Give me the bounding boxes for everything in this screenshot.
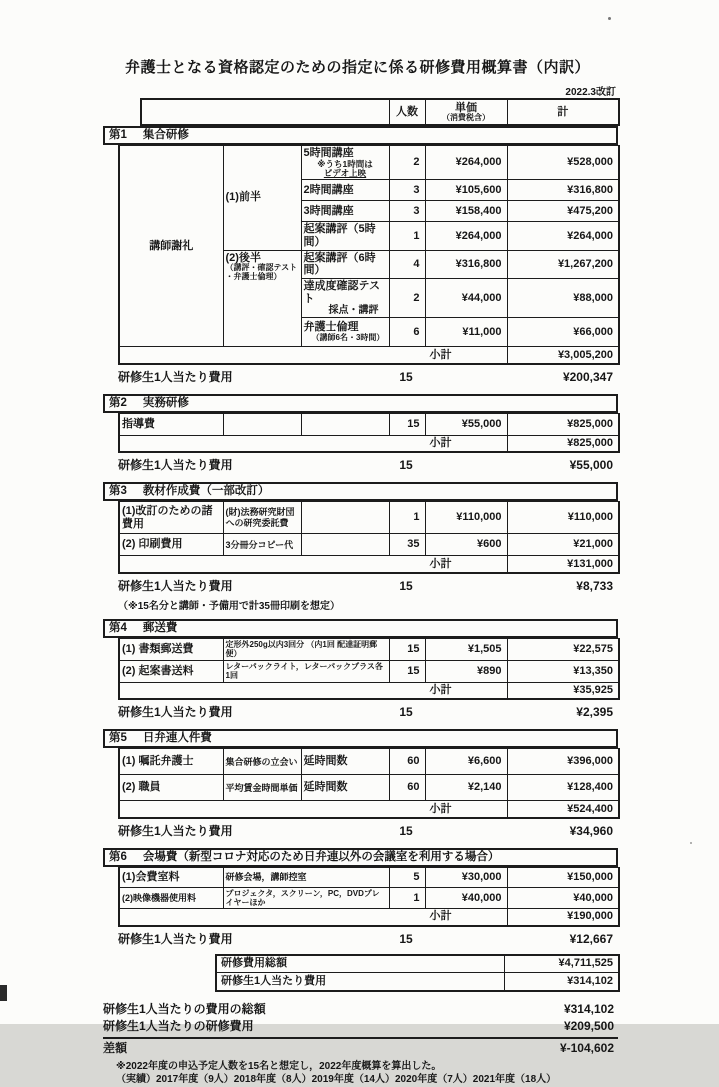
unit-price: ¥105,600 <box>425 180 507 201</box>
section-3-note: （※15名分と講師・予備用で計35冊印刷を想定） <box>118 600 340 612</box>
item-name: (1) 書類郵送費 <box>119 638 223 660</box>
per-trainee-amount: ¥8,733 <box>576 578 613 593</box>
table-row <box>216 973 619 991</box>
table-row <box>119 638 619 660</box>
per-trainee-row <box>118 930 618 949</box>
second-half-cell <box>223 250 301 347</box>
unit-price: ¥890 <box>425 660 507 682</box>
row-total: ¥110,000 <box>507 502 619 534</box>
per-trainee-label: 研修生1人当たり費用 <box>118 823 233 838</box>
people-count: 3 <box>389 201 425 222</box>
revision-date: 2022.3改訂 <box>565 87 616 98</box>
unit-price: ¥316,800 <box>425 250 507 278</box>
people-count: 6 <box>389 318 425 347</box>
course-note: ※うち1時間は <box>317 158 373 169</box>
table-row <box>119 749 619 775</box>
section-title: 会場費（新型コロナ対応のため日弁連以外の会議室を利用する場合） <box>142 850 500 863</box>
subtotal-amount: ¥35,925 <box>507 682 619 699</box>
unit-price: ¥264,000 <box>425 146 507 180</box>
per-trainee-count: 15 <box>399 705 413 720</box>
first-half-cell: (1)前半 <box>223 146 301 251</box>
table-row <box>216 955 619 973</box>
item-description: (財)法務研究財団への研究委託費 <box>223 502 301 534</box>
per-trainee-row <box>118 577 618 596</box>
item-name: 指導費 <box>119 413 223 435</box>
section-title: 郵送費 <box>142 621 178 634</box>
empty-cell <box>141 99 389 125</box>
course-note: ビデオ上映 <box>323 167 367 178</box>
per-trainee-label: 研修生1人当たり費用 <box>118 369 233 384</box>
grand-per-trainee-amount: ¥314,102 <box>504 973 619 991</box>
subtotal-amount: ¥3,005,200 <box>507 347 619 364</box>
unit-price: ¥44,000 <box>425 278 507 317</box>
empty-cell <box>301 413 389 435</box>
item-sublabel: （講師6名・3時間） <box>311 333 385 343</box>
unit-price: ¥55,000 <box>425 413 507 435</box>
unit-price: ¥264,000 <box>425 222 507 250</box>
section-number: 第5 <box>109 732 127 745</box>
subtotal-amount: ¥524,400 <box>507 801 619 818</box>
subtotal-row <box>119 801 619 818</box>
item-description: プロジェクタ，スクリーン，PC，DVDプレイヤーほか <box>223 887 389 908</box>
document-content <box>103 56 618 1087</box>
col-header-total: 計 <box>507 99 619 125</box>
grand-total-amount: ¥4,711,525 <box>504 955 619 973</box>
row-total: ¥13,350 <box>507 660 619 682</box>
total-per-trainee-cost-value: ¥314,102 <box>563 1001 614 1016</box>
per-trainee-amount: ¥55,000 <box>569 458 613 473</box>
row-total: ¥40,000 <box>507 887 619 908</box>
row-total: ¥264,000 <box>507 222 619 250</box>
unit-price: ¥11,000 <box>425 318 507 347</box>
item-name: 起案講評（6時間） <box>301 250 389 278</box>
per-trainee-fee-row <box>103 1018 618 1035</box>
people-count: 3 <box>389 180 425 201</box>
row-total: ¥22,575 <box>507 638 619 660</box>
item-description: 定形外250g以内3回分 （内1回 配達証明郵便） <box>223 638 389 660</box>
scan-artifact <box>608 17 611 20</box>
item-name: 3時間講座 <box>301 201 389 222</box>
unit-price-label: 単価 <box>455 101 477 114</box>
spacer <box>424 577 506 596</box>
item-description: 研修会場，講師控室 <box>223 867 389 887</box>
per-trainee-count: 15 <box>399 823 413 838</box>
people-count: 35 <box>389 534 425 556</box>
item-sublabel: 採点・講評 <box>328 305 379 317</box>
second-half-note: （講評・確認テスト <box>225 263 298 273</box>
people-count: 15 <box>389 638 425 660</box>
item-name: (1)改訂のための諸費用 <box>119 502 223 534</box>
table-row <box>119 887 619 908</box>
row-total: ¥21,000 <box>507 534 619 556</box>
honorarium-cell: 講師謝礼 <box>119 146 223 347</box>
table-row <box>119 867 619 887</box>
item-description: 3分冊分コピー代 <box>223 534 301 556</box>
footnotes <box>116 1060 618 1087</box>
per-trainee-count: 15 <box>399 578 413 593</box>
item-name: (1)会費室料 <box>119 867 223 887</box>
people-count: 15 <box>389 413 425 435</box>
people-count: 1 <box>389 222 425 250</box>
subtotal-amount: ¥131,000 <box>507 556 619 573</box>
subtotal-label: 小計 <box>119 556 507 573</box>
course-name: 5時間講座 <box>303 147 354 159</box>
per-trainee-fee-value: ¥209,500 <box>563 1018 614 1033</box>
difference-row <box>103 1037 618 1057</box>
subtotal-label: 小計 <box>119 801 507 818</box>
section-title: 日弁連人件費 <box>142 732 212 745</box>
per-trainee-label: 研修生1人当たり費用 <box>118 705 233 720</box>
spacer <box>424 822 506 841</box>
set-count: 1 <box>389 887 425 908</box>
unit-basis: 延時間数 <box>301 749 389 775</box>
item-name: (2) 起案書送料 <box>119 660 223 682</box>
section-3-table <box>118 501 620 574</box>
grand-total-table <box>215 954 620 992</box>
section-6-table <box>118 867 620 927</box>
per-trainee-row <box>118 456 618 475</box>
empty-cell <box>301 534 389 556</box>
unit-price: ¥2,140 <box>425 775 507 801</box>
row-total: ¥66,000 <box>507 318 619 347</box>
table-row <box>119 413 619 435</box>
per-trainee-row <box>118 822 618 841</box>
section-number: 第1 <box>109 129 127 141</box>
grand-total-label: 研修費用総額 <box>216 955 504 973</box>
difference-label: 差額 <box>103 1040 128 1055</box>
scan-artifact <box>0 985 7 1001</box>
per-trainee-label: 研修生1人当たり費用 <box>118 458 233 473</box>
table-row <box>119 502 619 534</box>
unit-price: ¥40,000 <box>425 887 507 908</box>
subtotal-row <box>119 347 619 364</box>
room-count: 5 <box>389 867 425 887</box>
subtotal-row <box>119 909 619 926</box>
header-row <box>141 99 619 125</box>
bottom-totals <box>103 1001 618 1057</box>
unit-basis: 延時間数 <box>301 775 389 801</box>
unit-price: ¥1,505 <box>425 638 507 660</box>
item-name <box>301 146 389 180</box>
row-total: ¥150,000 <box>507 867 619 887</box>
table-row <box>119 534 619 556</box>
unit-price: ¥30,000 <box>425 867 507 887</box>
item-name: (2) 職員 <box>119 775 223 801</box>
section-number: 第3 <box>109 485 127 498</box>
scan-artifact <box>690 842 692 844</box>
subtotal-row <box>119 556 619 573</box>
subtotal-label: 小計 <box>119 347 507 364</box>
item-name <box>301 278 389 317</box>
page-title: 弁護士となる資格認定のための指定に係る研修費用概算書（内訳） <box>125 59 591 76</box>
section-number: 第6 <box>109 850 127 863</box>
unit-price: ¥158,400 <box>425 201 507 222</box>
people-count: 1 <box>389 502 425 534</box>
section-1-table <box>118 145 620 365</box>
second-half-note: ・弁護士倫理） <box>225 272 282 282</box>
spacer <box>424 456 506 475</box>
per-trainee-count: 15 <box>399 369 413 384</box>
subtotal-row <box>119 682 619 699</box>
unit-price: ¥600 <box>425 534 507 556</box>
section-2-table <box>118 413 620 454</box>
footnote-assumption: ※2022年度の申込予定人数を15名と想定し，2022年度概算を算出した。 <box>116 1060 442 1072</box>
per-trainee-fee-label: 研修生1人当たりの研修費用 <box>103 1018 254 1033</box>
item-description: 集合研修の立会い <box>223 749 301 775</box>
item-name: 起案講評（5時間） <box>301 222 389 250</box>
row-total: ¥396,000 <box>507 749 619 775</box>
section-number: 第2 <box>109 396 127 409</box>
row-total: ¥1,267,200 <box>507 250 619 278</box>
subtotal-label: 小計 <box>119 909 507 926</box>
section-number: 第4 <box>109 621 127 634</box>
section-6-header <box>103 848 618 867</box>
unit-price: ¥6,600 <box>425 749 507 775</box>
hours-count: 60 <box>389 775 425 801</box>
section-1-header <box>103 126 618 145</box>
people-count: 15 <box>389 660 425 682</box>
difference-value: ¥-104,602 <box>559 1040 614 1055</box>
item-name <box>301 318 389 347</box>
section-4-header <box>103 619 618 638</box>
item-name: (2)映像機器使用料 <box>119 887 223 908</box>
per-trainee-amount: ¥2,395 <box>576 705 613 720</box>
total-per-trainee-cost-label: 研修生1人当たりの費用の総額 <box>103 1001 266 1016</box>
people-count: 2 <box>389 278 425 317</box>
subtotal-row <box>119 435 619 452</box>
section-2-header <box>103 394 618 413</box>
per-trainee-label: 研修生1人当たり費用 <box>118 578 233 593</box>
column-header-table <box>140 98 620 126</box>
section-title: 実務研修 <box>142 396 189 409</box>
spacer <box>424 368 506 387</box>
unit-price-note: （消費税含） <box>442 113 490 123</box>
empty-cell <box>301 502 389 534</box>
people-count: 4 <box>389 250 425 278</box>
section-title: 集合研修 <box>142 129 189 141</box>
subtotal-amount: ¥825,000 <box>507 435 619 452</box>
table-row <box>119 660 619 682</box>
spacer <box>424 703 506 722</box>
item-name: 2時間講座 <box>301 180 389 201</box>
subtotal-label: 小計 <box>119 682 507 699</box>
item-label: 達成度確認テスト <box>303 279 381 305</box>
item-name: (1) 嘱託弁護士 <box>119 749 223 775</box>
section-3-header <box>103 482 618 501</box>
per-trainee-amount: ¥34,960 <box>569 823 613 838</box>
item-name: (2) 印刷費用 <box>119 534 223 556</box>
people-count: 2 <box>389 146 425 180</box>
subtotal-amount: ¥190,000 <box>507 909 619 926</box>
row-total: ¥528,000 <box>507 146 619 180</box>
section-4-table <box>118 638 620 701</box>
row-total: ¥825,000 <box>507 413 619 435</box>
item-description: レターパックライト，レターパックプラス各1回 <box>223 660 389 682</box>
row-total: ¥128,400 <box>507 775 619 801</box>
per-trainee-row <box>118 703 618 722</box>
row-total: ¥475,200 <box>507 201 619 222</box>
empty-cell <box>223 413 301 435</box>
hours-count: 60 <box>389 749 425 775</box>
row-total: ¥88,000 <box>507 278 619 317</box>
grand-per-trainee-label: 研修生1人当たり費用 <box>216 973 504 991</box>
section-5-header <box>103 729 618 748</box>
table-row <box>119 146 619 180</box>
footnote-history: （実績）2017年度（9人）2018年度（8人）2019年度（14人）2020年度（7人）2021年度（18人） <box>116 1074 557 1086</box>
col-header-people: 人数 <box>389 99 425 125</box>
per-trainee-amount: ¥200,347 <box>562 369 613 384</box>
col-header-unit-price <box>425 99 507 125</box>
second-half-label: (2)後半 <box>225 251 261 264</box>
section-5-table <box>118 748 620 819</box>
total-per-trainee-cost-row <box>103 1001 618 1018</box>
per-trainee-row <box>118 368 618 387</box>
per-trainee-count: 15 <box>399 458 413 473</box>
per-trainee-label: 研修生1人当たり費用 <box>118 931 233 946</box>
unit-price: ¥110,000 <box>425 502 507 534</box>
per-trainee-count: 15 <box>399 931 413 946</box>
row-total: ¥316,800 <box>507 180 619 201</box>
section-title: 教材作成費（一部改訂） <box>142 485 270 498</box>
item-label: 弁護士倫理 <box>303 321 359 334</box>
per-trainee-amount: ¥12,667 <box>569 931 613 946</box>
subtotal-label: 小計 <box>119 435 507 452</box>
table-row <box>119 775 619 801</box>
item-description: 平均賃金時間単価 <box>223 775 301 801</box>
spacer <box>424 930 506 949</box>
